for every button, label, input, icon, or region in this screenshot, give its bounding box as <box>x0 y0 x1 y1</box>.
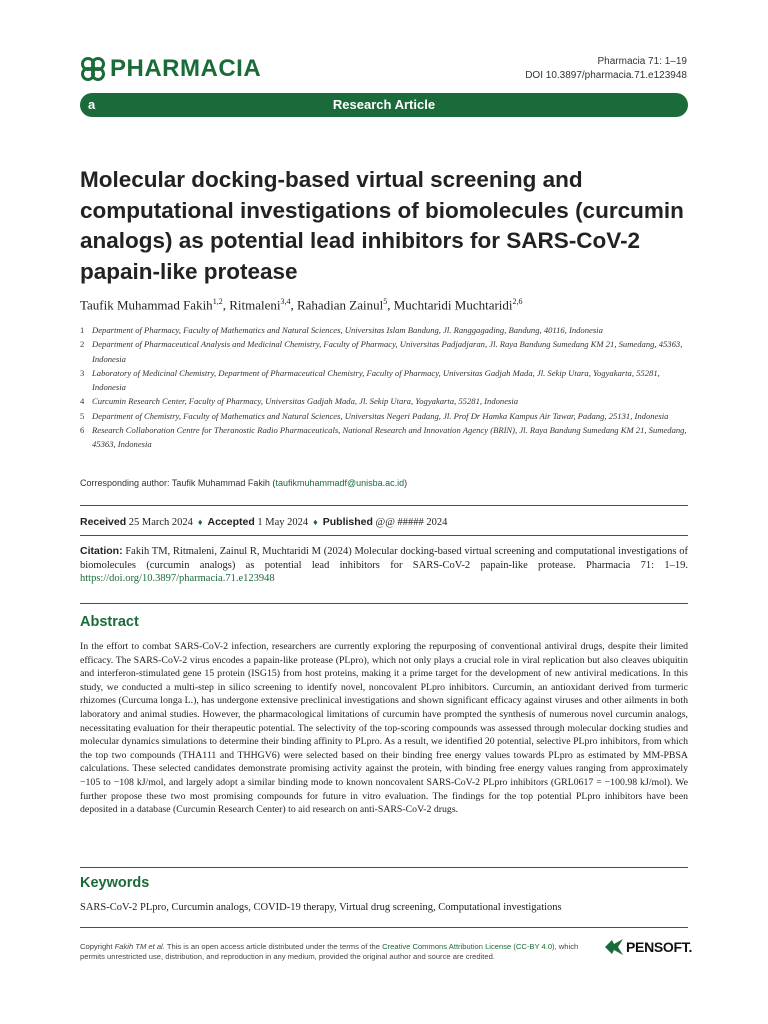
author-name[interactable]: Muchtaridi Muchtaridi <box>393 297 513 313</box>
divider <box>80 505 688 506</box>
license-link[interactable]: Creative Commons Attribution License (CC-BY 4.0) <box>382 942 555 951</box>
citation-label: Citation: <box>80 545 123 557</box>
open-access-icon: a <box>88 97 96 112</box>
affiliation-number: 3 <box>80 367 85 378</box>
author-affiliation-ref: 5 <box>383 297 388 306</box>
date-separator: ♦ <box>197 517 203 527</box>
copyright-holder: Fakih TM et al. <box>114 942 165 951</box>
divider <box>80 927 688 928</box>
affiliation-item <box>80 337 690 366</box>
divider <box>80 535 688 536</box>
journal-logo <box>80 55 261 83</box>
journal-logo-text: PHARMACIA <box>110 55 262 82</box>
affiliation-number: 5 <box>80 410 85 421</box>
affiliation-number: 6 <box>80 425 85 436</box>
corresponding-email-link[interactable]: taufikmuhammadf@unisba.ac.id <box>275 478 405 488</box>
abstract-heading: Abstract <box>80 614 139 630</box>
author-affiliation-ref: 1,2 <box>212 297 223 306</box>
affiliation-text: Curcumin Research Center, Faculty of Pharmacy, Universitas Gadjah Mada, Jl. Sekip Utara, Yogyakarta, 55281, Indonesia <box>92 396 519 407</box>
copyright-mid: This is an open access article distributed under the terms of the <box>164 942 383 951</box>
affiliation-text: Laboratory of Medicinal Chemistry, Department of Pharmaceutical Chemistry, Faculty of Pharmacy, Universitas Gadjah Mada, Jl. Sekip Utara, Yogyakarta, 55281, Indonesia <box>92 367 660 393</box>
keywords-heading: Keywords <box>80 875 150 891</box>
divider <box>80 603 688 604</box>
affiliation-number: 1 <box>80 325 85 335</box>
publisher-logo <box>604 938 692 956</box>
received-date: 25 March 2024 <box>128 517 193 528</box>
abstract-text: In the effort to combat SARS-CoV-2 infection, researchers are currently exploring the repurposing of conventional antiviral drugs, despite their limited efficacy. The SARS-CoV-2 virus encodes a papain-like protease (PLpro), which not only plays a crucial role in viral replication but also cleaves ubiquitin and interferon-stimulated gene 15 protein (ISG15) from host proteins, making it a prime target for the development of new antiviral medications. In this study, we conducted a multi-step in silico screening to identify novel, noncovalent PLpro inhibitors. Curcumin, an antioxidant derived from turmeric rhizomes (Curcuma longa L.), has undergone extensive preclinical investigations and shown significant efficacy against viruses and other ailments in both laboratory and animal studies. However, the pharmacological limitations of curcumin have prompted the synthesis of numerous novel curcumin analogs, necessitating evaluation for their therapeutic potential. The selectivity of the top-scoring compounds was assessed through molecular docking studies and molecular dynamics simulations to determine their binding affinity to PLpro. As a result, we identified 20 potential, selective PLpro inhibitors, from which the top two compounds (THA111 and THHGV6) were selected based on their binding free energy values towards PLpro as estimated by MM-PBSA calculations. These selected candidates demonstrate promising activity against the protein, with binding free energy values ranging from approximately −105 to −108 kJ/mol, and largely adopt a similar binding mode to known noncovalent SARS-CoV-2 PLpro inhibitors (GRL0617 = −100.98 kJ/mol). We further propose these two most promising compounds for future in vitro evaluation. The findings for the top potential PLpro inhibitors have been deposited in a database (Curcumin Research Center) to aid research on anti-SARS-CoV-2 drugs. <box>80 641 688 816</box>
copyright-footer <box>80 942 600 963</box>
author-name[interactable]: Rahadian Zainul <box>296 297 384 313</box>
author-affiliation-ref: 3,4 <box>280 297 291 306</box>
affiliation-item <box>80 409 690 423</box>
author-list <box>80 297 690 313</box>
affiliation-text: Department of Pharmaceutical Analysis and Medicinal Chemistry, Faculty of Pharmacy, Universitas Padjadjaran, Jl. Raya Bandung Sumedang KM 21, Sumedang, 45363, Indonesia <box>92 339 683 364</box>
journal-meta <box>525 55 687 83</box>
article-dates <box>80 516 447 528</box>
author-separator: , <box>222 297 230 313</box>
published-label: Published <box>322 516 373 528</box>
affiliation-item <box>80 366 690 395</box>
affiliation-text: Department of Chemistry, Faculty of Mathematics and Natural Sciences, Universitas Negeri Padang, Jl. Prof Dr Hamka Kampus Air Tawar, Padang, 25131, Indonesia <box>92 410 669 421</box>
author-affiliation-ref: 2,6 <box>512 297 523 306</box>
affiliation-item <box>80 423 690 452</box>
affiliation-text: Research Collaboration Centre for Theranostic Radio Pharmaceuticals, National Research and Innovation Agency (BRIN), Jl. Raya Bandung Sumedang KM 21, Sumedang, 45363, Indonesia <box>92 425 687 450</box>
author-name[interactable]: Ritmaleni <box>229 297 281 313</box>
corresponding-author-label: Corresponding author: Taufik Muhammad Fakih ( <box>80 478 276 488</box>
corresponding-author <box>80 478 407 488</box>
author-separator: , <box>387 297 394 313</box>
published-date: @@ ##### 2024 <box>375 517 448 528</box>
volume-pages: Pharmacia 71: 1–19 <box>597 56 687 67</box>
received-label: Received <box>80 516 127 528</box>
doi[interactable]: DOI 10.3897/pharmacia.71.e123948 <box>525 70 687 81</box>
citation-text: Fakih TM, Ritmaleni, Zainul R, Muchtaridi M (2024) Molecular docking-based virtual screening and computational investigations of biomolecules (curcumin analogs) as potential lead inhibitors for SARS-CoV-2 papain-like protease. Pharmacia 71: 1–19. <box>80 546 689 571</box>
accepted-date: 1 May 2024 <box>257 517 309 528</box>
date-separator: ♦ <box>313 517 318 527</box>
copyright-end: , which permits unrestricted use, distribution, and reproduction in any medium, provided the original author and source are credited. <box>80 942 579 962</box>
corresponding-close: ) <box>404 478 408 488</box>
divider <box>80 867 688 868</box>
publisher-name: PENSOFT. <box>626 939 693 955</box>
article-title: Molecular docking-based virtual screening and computational investigations of biomolecules (curcumin analogs) as potential lead inhibitors for SARS-CoV-2 papain-like protease <box>80 167 684 284</box>
pharmacia-logo-icon <box>80 56 106 82</box>
affiliation-list <box>80 323 690 452</box>
pensoft-logo-icon <box>604 938 624 956</box>
article-type-label: Research Article <box>332 97 436 112</box>
keywords-text: SARS-CoV-2 PLpro, Curcumin analogs, COVID-19 therapy, Virtual drug screening, Computational investigations <box>80 902 562 913</box>
affiliation-text: Department of Pharmacy, Faculty of Mathematics and Natural Sciences, Universitas Islam Bandung, Jl. Ranggagading, Bandung, 40116, Indonesia <box>92 325 603 335</box>
citation-doi-link[interactable]: https://doi.org/10.3897/pharmacia.71.e123948 <box>80 573 275 584</box>
affiliation-item <box>80 323 690 337</box>
accepted-label: Accepted <box>207 516 255 528</box>
author-separator: , <box>290 297 297 313</box>
author-name[interactable]: Taufik Muhammad Fakih <box>80 297 213 313</box>
affiliation-number: 4 <box>80 396 85 407</box>
affiliation-number: 2 <box>80 339 85 350</box>
copyright-prefix: Copyright <box>80 942 115 951</box>
affiliation-item <box>80 394 690 408</box>
citation-block <box>80 545 688 586</box>
article-type-banner <box>80 93 688 117</box>
